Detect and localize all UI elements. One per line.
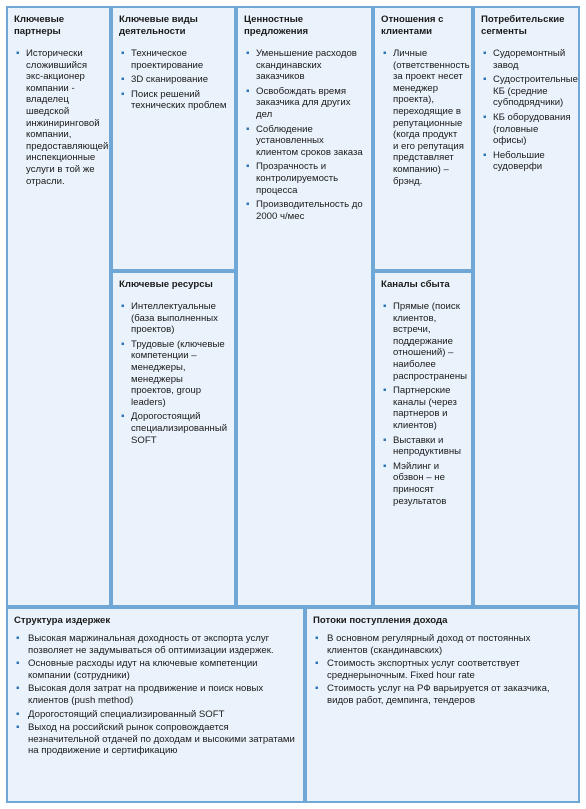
list-item: ▪ Стоимость услуг на РФ варьируется от заказчика, видов работ, демпинга, тендеров: [313, 683, 572, 706]
key-activities-list: [119, 48, 228, 112]
key-resources-title: Ключевые ресурсы: [119, 279, 213, 290]
value-propositions-list: [244, 48, 365, 222]
cost-structure-title: Структура издержек: [14, 615, 111, 626]
list-item: ▪ Дорогостоящий специализированный SOFT: [14, 709, 297, 721]
list-item: ▪ Выход на российский рынок сопровождается незначительной отдачей по доходам и высокими затратами на продвижение и сертификацию: [14, 722, 297, 757]
list-item: ▪ Трудовые (ключевые компетенции – менеджеры, менеджеры проектов, group leaders): [119, 339, 228, 409]
list-item: ▪ Мэйлинг и обзвон – не приносят результатов: [381, 461, 465, 507]
channels-cell: [373, 271, 473, 607]
list-item: ▪ Прозрачность и контролируемость процесса: [244, 161, 365, 196]
customer-segments-title: Потребительские сегменты: [481, 14, 565, 37]
list-item: ▪ Выставки и непродуктивны: [381, 435, 465, 458]
customer-relations-cell: [373, 6, 473, 271]
list-item: ▪ Партнерские каналы (через партнеров и клиентов): [381, 385, 465, 431]
list-item: ▪ В основном регулярный доход от постоянных клиентов (скандинавских): [313, 633, 572, 656]
list-item: ▪ КБ оборудования (головные офисы): [481, 112, 572, 147]
list-item: ▪ 3D сканирование: [119, 74, 228, 86]
list-item: ▪ Поиск решений технических проблем: [119, 89, 228, 112]
list-item: ▪ Освобождать время заказчика для других дел: [244, 86, 365, 121]
revenue-streams-cell: [305, 607, 580, 803]
list-item: ▪ Судостроительные КБ (средние субподрядчики): [481, 74, 572, 109]
value-propositions-title: Ценностные предложения: [244, 14, 309, 37]
key-partners-cell: [6, 6, 111, 607]
channels-title: Каналы сбыта: [381, 279, 450, 290]
customer-segments-list: [481, 48, 578, 173]
list-item: ▪ Личные (ответственность за проект несет менеджер проекта), переходящие в репутационные (когда продукт и его репутация представляет компанию) – брэнд.: [381, 48, 465, 187]
cost-structure-list: [14, 633, 297, 757]
key-activities-cell: [111, 6, 236, 271]
list-item: ▪ Интеллектуальные (база выполненных проектов): [119, 301, 228, 336]
key-partners-list: [14, 48, 109, 187]
list-item: ▪ Исторически сложившийся экс-акционер компании - владелец шведской инжинирингoвой компании, предоставляющей инспекционные услуги в той же отрасли.: [14, 48, 103, 187]
list-item: ▪ Небольшие судоверфи: [481, 150, 572, 173]
revenue-streams-title: Потоки поступления дохода: [313, 615, 448, 626]
list-item: ▪ Соблюдение установленных клиентом сроков заказа: [244, 124, 365, 159]
customer-relations-title: Отношения с клиентами: [381, 14, 444, 37]
customer-relations-list: [381, 48, 470, 187]
key-resources-cell: [111, 271, 236, 607]
value-propositions-cell: [236, 6, 373, 607]
list-item: ▪ Прямые (поиск клиентов, встречи, поддержание отношений) – наиболее распространены: [381, 301, 465, 382]
list-item: ▪ Дорогостоящий специализированный SOFT: [119, 411, 228, 446]
list-item: ▪ Производительность до 2000 ч/мес: [244, 199, 365, 222]
key-activities-title: Ключевые виды деятельности: [119, 14, 198, 37]
cost-structure-cell: [6, 607, 305, 803]
list-item: ▪ Стоимость экспортных услуг соответствует среднерыночным. Fixed hour rate: [313, 658, 572, 681]
list-item: ▪ Высокая маржинальная доходность от экспорта услуг позволяет не задумываться об оптимизации издержек.: [14, 633, 297, 656]
revenue-streams-list: [313, 633, 572, 707]
list-item: ▪ Основные расходы идут на ключевые компетенции компании (сотрудники): [14, 658, 297, 681]
list-item: ▪ Судоремонтный завод: [481, 48, 572, 71]
channels-list: [381, 301, 468, 507]
list-item: ▪ Техническое проектирование: [119, 48, 228, 71]
key-partners-title: Ключевые партнеры: [14, 14, 65, 37]
list-item: ▪ Высокая доля затрат на продвижение и поиск новых клиентов (push method): [14, 683, 297, 706]
customer-segments-cell: [473, 6, 580, 607]
key-resources-list: [119, 301, 228, 446]
list-item: ▪ Уменьшение расходов скандинавских заказчиков: [244, 48, 365, 83]
